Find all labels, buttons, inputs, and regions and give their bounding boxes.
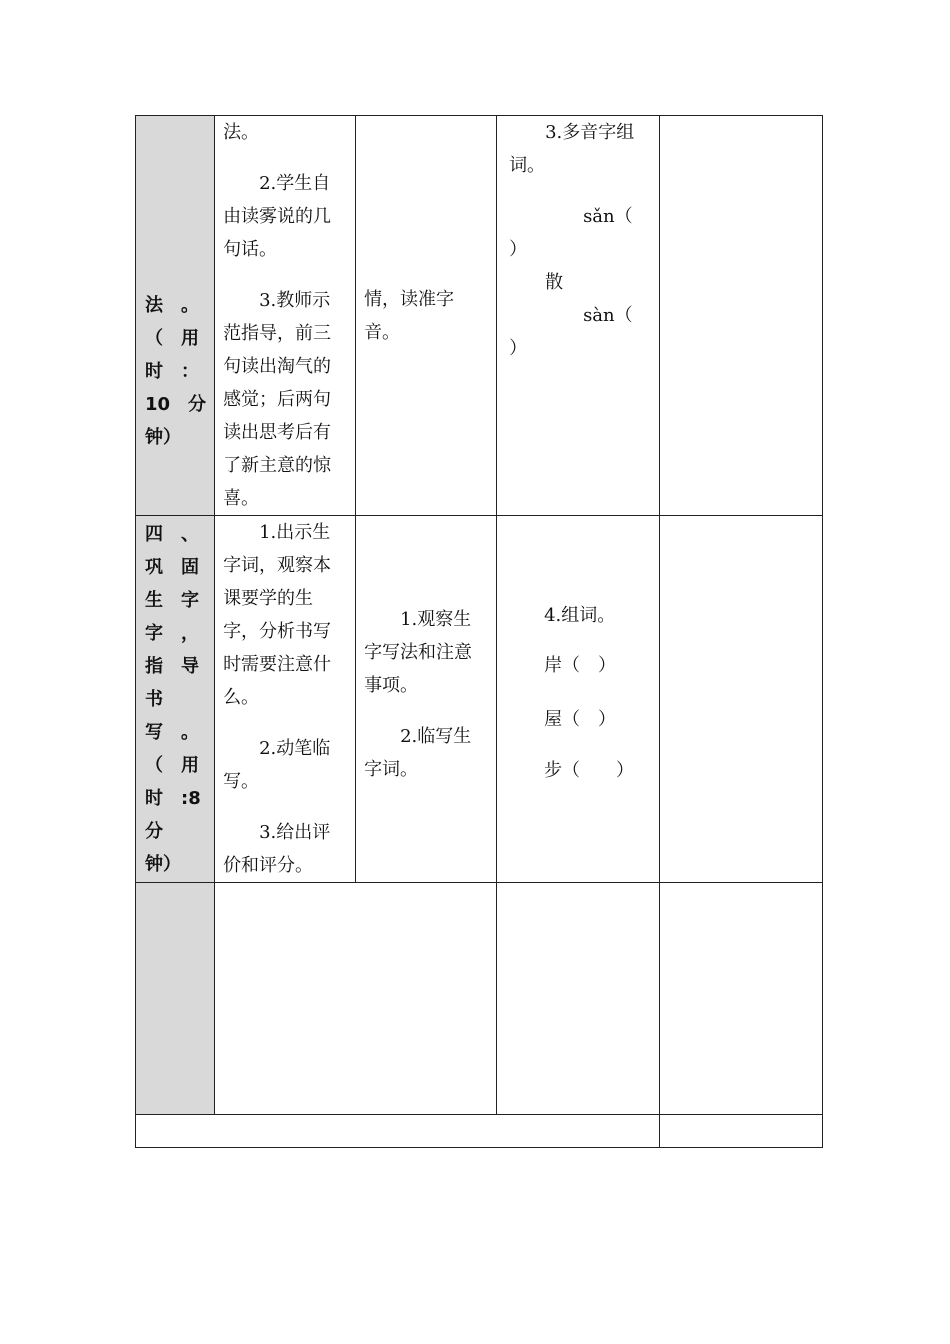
stage-line: 字 ，: [145, 622, 199, 644]
text-line: 岸（ ）: [544, 655, 617, 676]
text-line: 由读雾说的几: [223, 206, 332, 227]
stage-line: 写 。: [145, 721, 199, 743]
blank-cell: [497, 883, 660, 1115]
stage-line: 法 。: [145, 295, 199, 316]
stage-line: 钟）: [145, 853, 181, 875]
stage-line: 时 ：: [145, 361, 199, 382]
text-line: 价和评分。: [223, 855, 314, 876]
text-line: 情，读准字: [364, 288, 455, 310]
text-line: 字词，观察本: [223, 555, 332, 576]
text-line: 3.多音字组: [545, 122, 635, 143]
text-line: 2.动笔临: [259, 738, 331, 759]
text-line: [223, 883, 488, 916]
pinyin-line: sǎn（: [583, 206, 633, 227]
blank-cell: [660, 516, 823, 883]
text-line: 步（ ）: [544, 760, 635, 781]
text-line: 喜。: [223, 488, 260, 509]
text-line: 屋（ ）: [544, 709, 617, 730]
table-row: [136, 116, 823, 516]
stage-line: 指 导: [145, 655, 199, 677]
stage-cell: [136, 516, 215, 883]
text-line: 句读出淘气的: [223, 356, 332, 377]
reflection-label-line: [136, 1015, 214, 1048]
exercise-cell: [497, 116, 660, 516]
stage-line: 时 :8: [145, 787, 201, 809]
text-line: 法。: [223, 122, 260, 143]
text-line: 课要学的生: [223, 588, 314, 609]
text-line: 1.观察生: [400, 609, 472, 630]
text-line: [223, 1048, 488, 1081]
text-line: 1.出示生: [259, 522, 331, 543]
text-line: 3.给出评: [259, 822, 331, 843]
text-line: ）: [509, 338, 528, 359]
teacher-activity-cell: [215, 516, 356, 883]
stage-line: 书: [145, 688, 163, 710]
text-line: [223, 1015, 488, 1048]
text-line: 句话。: [223, 239, 278, 260]
text-line: 词。: [509, 155, 546, 176]
text-line: 读出思考后有: [223, 422, 332, 443]
text-line: [223, 949, 488, 982]
text-line: 字写法和注意: [364, 642, 473, 663]
stage-line: 钟）: [145, 427, 181, 448]
stage-line: （ 用: [145, 754, 199, 776]
stage-line: 分: [145, 820, 163, 842]
text-line: 写。: [223, 771, 260, 792]
text-line: 3.教师示: [259, 290, 331, 311]
stage-line: 10 分: [145, 394, 207, 415]
text-line: 时需要注意什: [223, 654, 332, 675]
stage-line: 生 字: [145, 589, 199, 611]
student-activity-cell: [356, 516, 497, 883]
reflection-label-line: [136, 949, 214, 982]
section-title: [136, 1115, 660, 1148]
text-line: 2.学生自: [259, 173, 331, 194]
table-row: [136, 883, 823, 1115]
reflection-label-line: [136, 982, 214, 1015]
teacher-activity-cell: [215, 116, 356, 516]
text-line: ）: [509, 239, 528, 260]
text-line: 么。: [223, 687, 260, 708]
text-line: 字词。: [364, 759, 419, 780]
text-line: 范指导，前三: [223, 323, 332, 344]
text-line: 了新主意的惊: [223, 455, 332, 476]
text-line: 2.临写生: [400, 726, 472, 747]
text-line: 散: [545, 272, 564, 293]
text-line: 音。: [364, 321, 401, 343]
table-row: [136, 1115, 823, 1148]
exercise-cell: [497, 516, 660, 883]
stage-cell: [136, 116, 215, 516]
text-line: 4.组词。: [544, 605, 616, 626]
pinyin-line: sàn（: [583, 305, 633, 326]
text-line: [223, 916, 488, 949]
blank-cell: [660, 1115, 823, 1148]
text-line: 字，分析书写: [223, 621, 332, 642]
text-line: [223, 982, 488, 1015]
stage-line: 巩 固: [145, 556, 199, 578]
text-line: 感觉；后两句: [223, 389, 332, 410]
text-line: 事项。: [364, 675, 419, 696]
stage-line: （ 用: [145, 328, 199, 349]
blank-cell: [660, 116, 823, 516]
lesson-plan-table: [135, 115, 823, 1148]
reflection-label-cell: [136, 883, 215, 1115]
table-row: [136, 516, 823, 883]
text-line: [223, 1081, 488, 1114]
stage-line: 四 、: [145, 523, 199, 545]
reflection-text-cell: [215, 883, 497, 1115]
student-activity-cell: [356, 116, 497, 516]
blank-cell: [660, 883, 823, 1115]
